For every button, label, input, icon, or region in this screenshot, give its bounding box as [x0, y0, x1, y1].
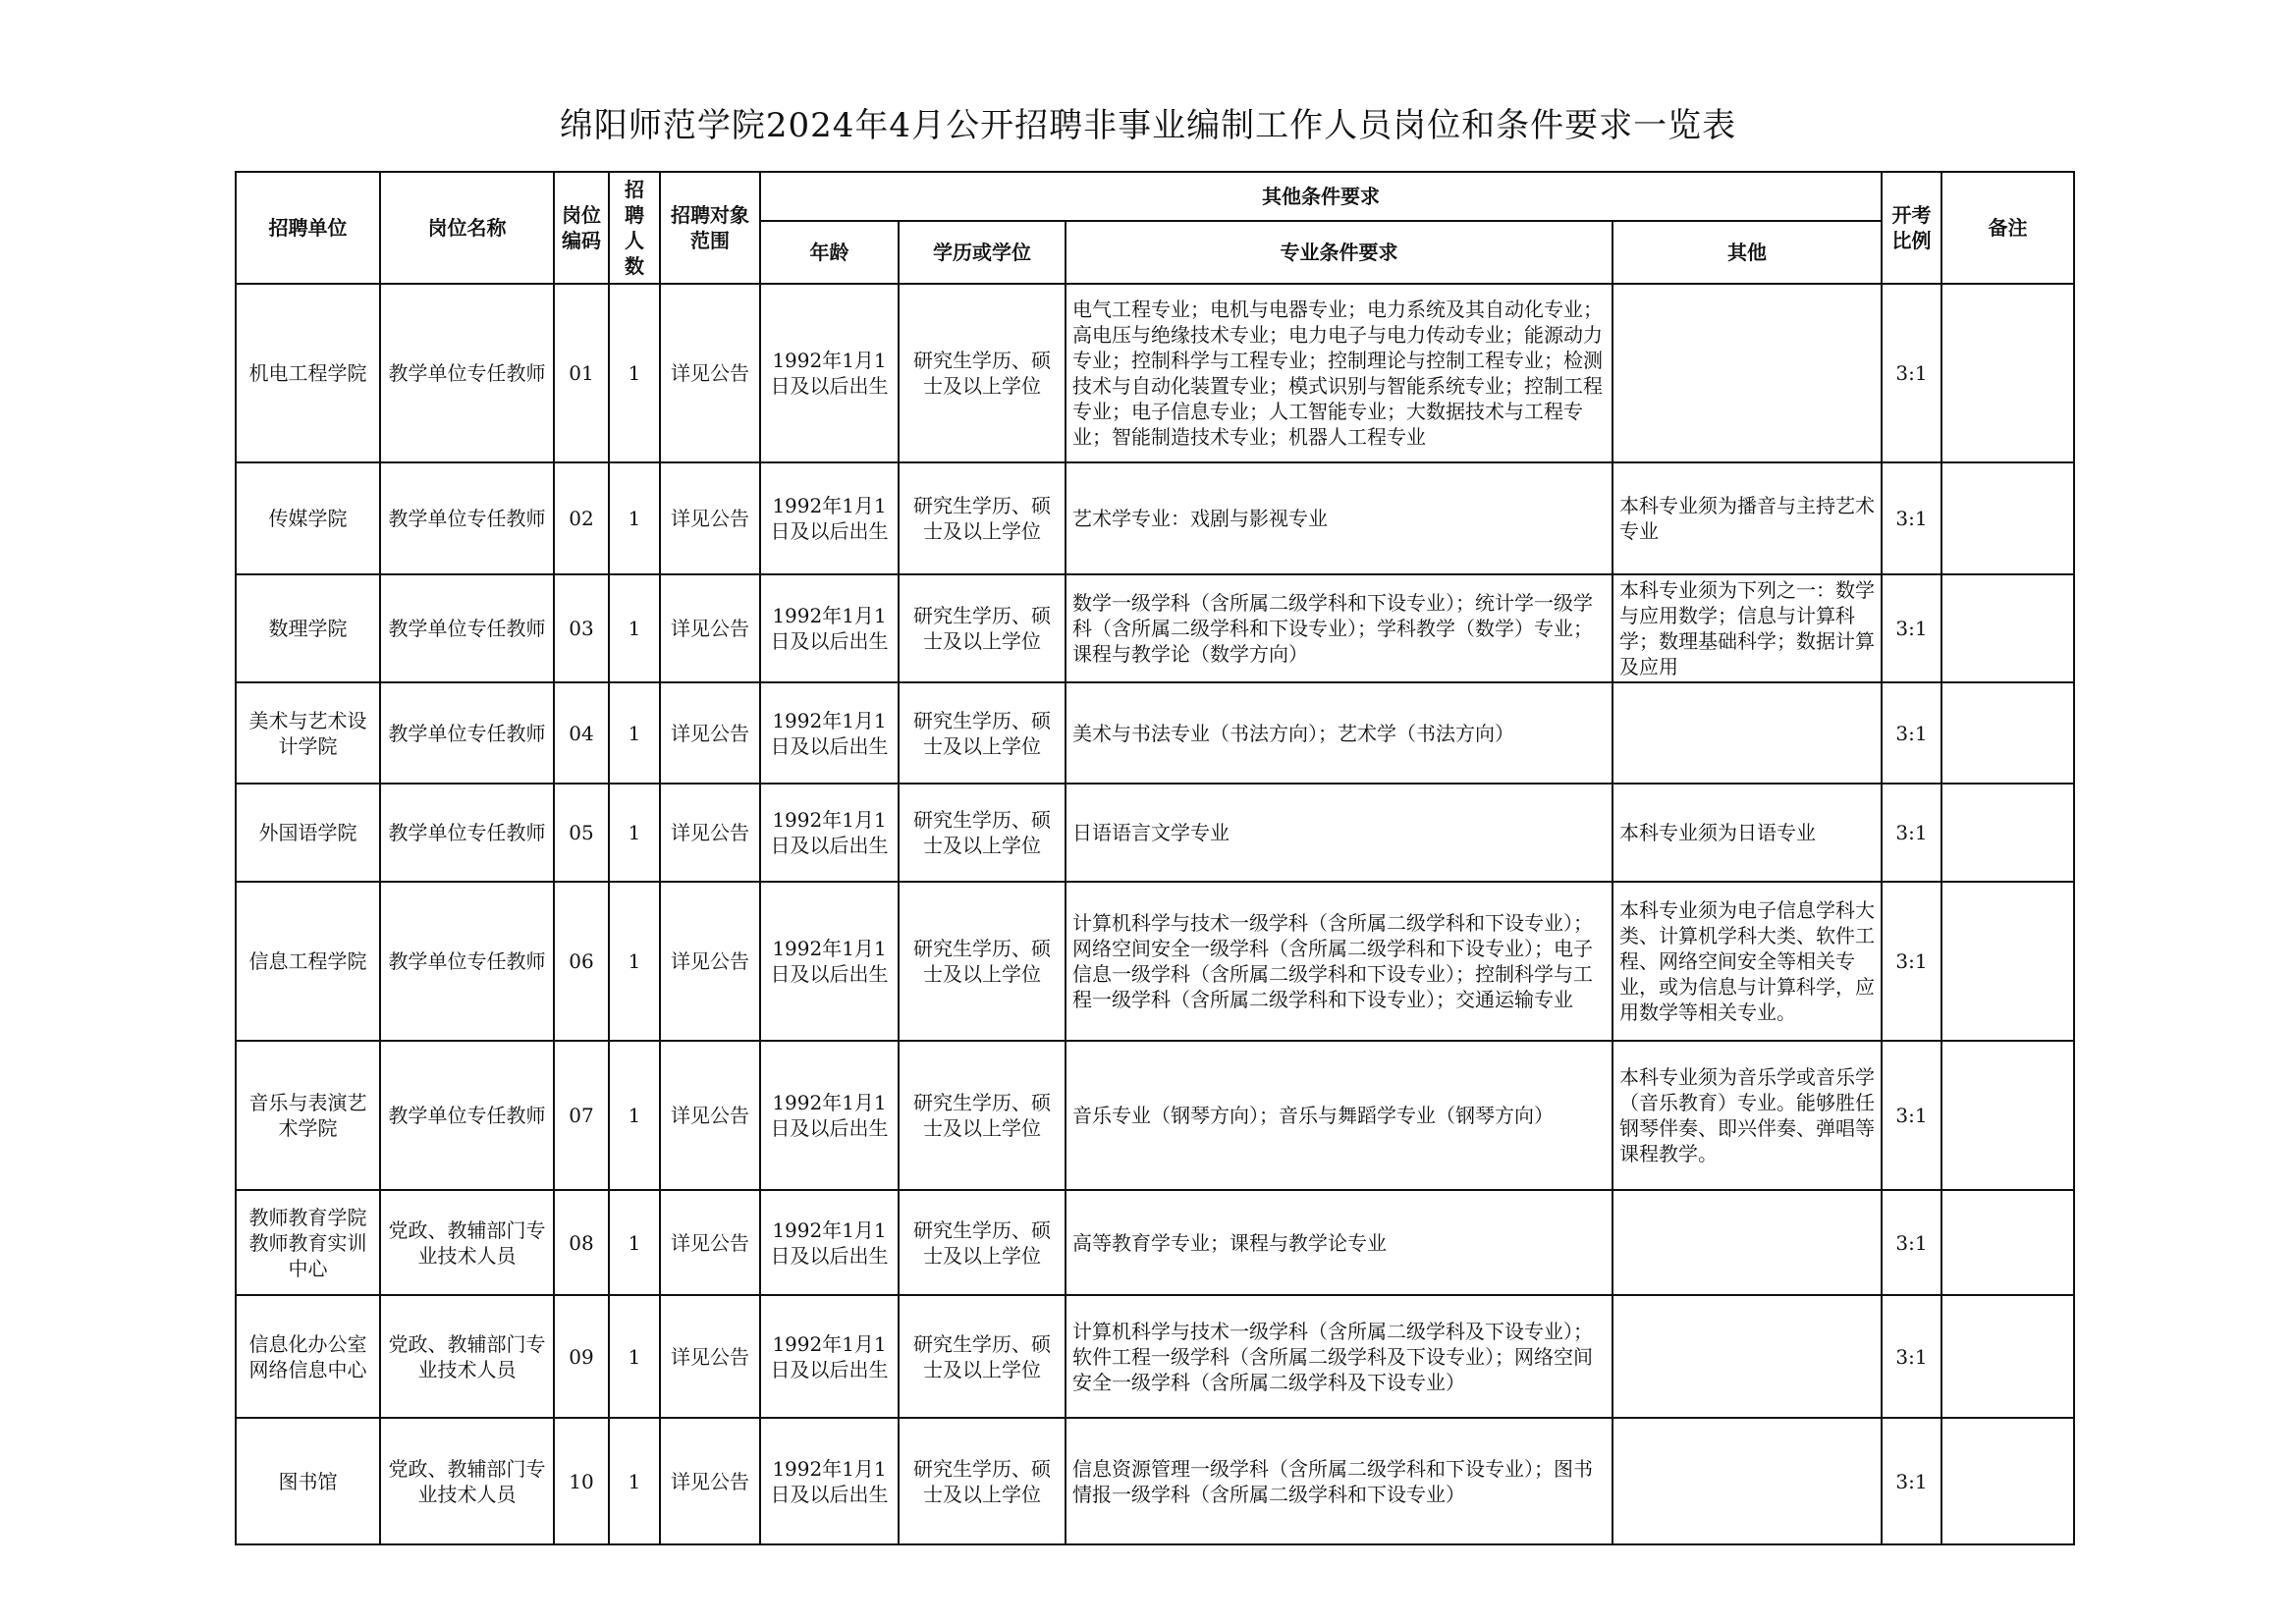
table-row — [236, 462, 2074, 574]
age-cell: 1992年1月1日及以后出生 — [760, 784, 899, 882]
age-cell: 1992年1月1日及以后出生 — [760, 284, 899, 462]
recruitment-table — [235, 171, 2075, 1545]
age-cell: 1992年1月1日及以后出生 — [760, 682, 899, 784]
header-code: 岗位编码 — [554, 172, 609, 284]
unit-cell: 外国语学院 — [236, 784, 380, 882]
education-cell: 研究生学历、硕士及以上学位 — [899, 1295, 1066, 1418]
header-unit: 招聘单位 — [236, 172, 380, 284]
major-cell: 音乐专业（钢琴方向）；音乐与舞蹈学专业（钢琴方向） — [1066, 1041, 1613, 1190]
code-cell: 04 — [554, 682, 609, 784]
table-row — [236, 1190, 2074, 1295]
major-cell: 艺术学专业：戏剧与影视专业 — [1066, 462, 1613, 574]
scope-cell: 详见公告 — [660, 682, 760, 784]
count-cell: 1 — [609, 882, 660, 1041]
header-ratio: 开考比例 — [1882, 172, 1941, 284]
other-cell: 本科专业须为音乐学或音乐学（音乐教育）专业。能够胜任钢琴伴奏、即兴伴奏、弹唱等课程教学。 — [1613, 1041, 1882, 1190]
scope-cell: 详见公告 — [660, 1190, 760, 1295]
header-education: 学历或学位 — [899, 221, 1066, 284]
scope-cell: 详见公告 — [660, 1041, 760, 1190]
unit-cell: 音乐与表演艺术学院 — [236, 1041, 380, 1190]
header-other-conditions: 其他条件要求 — [760, 172, 1882, 221]
major-cell: 高等教育学专业；课程与教学论专业 — [1066, 1190, 1613, 1295]
scope-cell: 详见公告 — [660, 462, 760, 574]
note-cell — [1941, 574, 2074, 682]
code-cell: 06 — [554, 882, 609, 1041]
scope-cell: 详见公告 — [660, 784, 760, 882]
other-cell — [1613, 1418, 1882, 1544]
education-cell: 研究生学历、硕士及以上学位 — [899, 462, 1066, 574]
position-cell: 教学单位专任教师 — [380, 784, 554, 882]
code-cell: 07 — [554, 1041, 609, 1190]
code-cell: 03 — [554, 574, 609, 682]
other-cell: 本科专业须为下列之一：数学与应用数学；信息与计算科学；数理基础科学；数据计算及应用 — [1613, 574, 1882, 682]
other-cell — [1613, 1190, 1882, 1295]
table-row — [236, 1041, 2074, 1190]
count-cell: 1 — [609, 682, 660, 784]
note-cell — [1941, 1190, 2074, 1295]
table-row — [236, 784, 2074, 882]
scope-cell: 详见公告 — [660, 284, 760, 462]
note-cell — [1941, 462, 2074, 574]
unit-cell: 信息化办公室网络信息中心 — [236, 1295, 380, 1418]
note-cell — [1941, 784, 2074, 882]
ratio-cell: 3:1 — [1882, 1190, 1941, 1295]
major-cell: 计算机科学与技术一级学科（含所属二级学科及下设专业）；软件工程一级学科（含所属二级学科及下设专业）；网络空间安全一级学科（含所属二级学科及下设专业） — [1066, 1295, 1613, 1418]
scope-cell: 详见公告 — [660, 882, 760, 1041]
count-cell: 1 — [609, 574, 660, 682]
ratio-cell: 3:1 — [1882, 284, 1941, 462]
count-cell: 1 — [609, 462, 660, 574]
note-cell — [1941, 1295, 2074, 1418]
age-cell: 1992年1月1日及以后出生 — [760, 462, 899, 574]
count-cell: 1 — [609, 784, 660, 882]
scope-cell: 详见公告 — [660, 574, 760, 682]
major-cell: 美术与书法专业（书法方向）；艺术学（书法方向） — [1066, 682, 1613, 784]
header-other: 其他 — [1613, 221, 1882, 284]
header-age: 年龄 — [760, 221, 899, 284]
code-cell: 05 — [554, 784, 609, 882]
count-cell: 1 — [609, 1190, 660, 1295]
ratio-cell: 3:1 — [1882, 1295, 1941, 1418]
ratio-cell: 3:1 — [1882, 682, 1941, 784]
unit-cell: 机电工程学院 — [236, 284, 380, 462]
unit-cell: 教师教育学院教师教育实训中心 — [236, 1190, 380, 1295]
major-cell: 计算机科学与技术一级学科（含所属二级学科和下设专业）；网络空间安全一级学科（含所属二级学科和下设专业）；电子信息一级学科（含所属二级学科和下设专业）；控制科学与工程一级学科（含所属二级学科和下设专业）；交通运输专业 — [1066, 882, 1613, 1041]
education-cell: 研究生学历、硕士及以上学位 — [899, 1190, 1066, 1295]
other-cell — [1613, 1295, 1882, 1418]
position-cell: 教学单位专任教师 — [380, 882, 554, 1041]
table-row — [236, 574, 2074, 682]
ratio-cell: 3:1 — [1882, 462, 1941, 574]
other-cell: 本科专业须为播音与主持艺术专业 — [1613, 462, 1882, 574]
scope-cell: 详见公告 — [660, 1295, 760, 1418]
unit-cell: 图书馆 — [236, 1418, 380, 1544]
position-cell: 教学单位专任教师 — [380, 682, 554, 784]
table-row — [236, 1295, 2074, 1418]
code-cell: 08 — [554, 1190, 609, 1295]
position-cell: 教学单位专任教师 — [380, 284, 554, 462]
count-cell: 1 — [609, 284, 660, 462]
age-cell: 1992年1月1日及以后出生 — [760, 882, 899, 1041]
education-cell: 研究生学历、硕士及以上学位 — [899, 284, 1066, 462]
other-cell: 本科专业须为日语专业 — [1613, 784, 1882, 882]
position-cell: 党政、教辅部门专业技术人员 — [380, 1190, 554, 1295]
table-row — [236, 882, 2074, 1041]
other-cell — [1613, 682, 1882, 784]
unit-cell: 美术与艺术设计学院 — [236, 682, 380, 784]
code-cell: 02 — [554, 462, 609, 574]
ratio-cell: 3:1 — [1882, 1418, 1941, 1544]
table-row — [236, 284, 2074, 462]
age-cell: 1992年1月1日及以后出生 — [760, 1295, 899, 1418]
education-cell: 研究生学历、硕士及以上学位 — [899, 1041, 1066, 1190]
header-scope: 招聘对象范围 — [660, 172, 760, 284]
position-cell: 党政、教辅部门专业技术人员 — [380, 1418, 554, 1544]
position-cell: 党政、教辅部门专业技术人员 — [380, 1295, 554, 1418]
other-cell — [1613, 284, 1882, 462]
education-cell: 研究生学历、硕士及以上学位 — [899, 784, 1066, 882]
education-cell: 研究生学历、硕士及以上学位 — [899, 574, 1066, 682]
note-cell — [1941, 882, 2074, 1041]
major-cell: 电气工程专业；电机与电器专业；电力系统及其自动化专业；高电压与绝缘技术专业；电力电子与电力传动专业；能源动力专业；控制科学与工程专业；控制理论与控制工程专业；检测技术与自动化装置专业；模式识别与智能系统专业；控制工程专业；电子信息专业；人工智能专业；大数据技术与工程专业；智能制造技术专业；机器人工程专业 — [1066, 284, 1613, 462]
education-cell: 研究生学历、硕士及以上学位 — [899, 882, 1066, 1041]
major-cell: 数学一级学科（含所属二级学科和下设专业）；统计学一级学科（含所属二级学科和下设专业）；学科教学（数学）专业；课程与教学论（数学方向） — [1066, 574, 1613, 682]
ratio-cell: 3:1 — [1882, 574, 1941, 682]
table-row — [236, 1418, 2074, 1544]
code-cell: 01 — [554, 284, 609, 462]
major-cell: 信息资源管理一级学科（含所属二级学科和下设专业）；图书情报一级学科（含所属二级学科和下设专业） — [1066, 1418, 1613, 1544]
count-cell: 1 — [609, 1041, 660, 1190]
note-cell — [1941, 1041, 2074, 1190]
age-cell: 1992年1月1日及以后出生 — [760, 1190, 899, 1295]
table-row — [236, 682, 2074, 784]
page-title: 绵阳师范学院2024年4月公开招聘非事业编制工作人员岗位和条件要求一览表 — [559, 106, 1737, 145]
position-cell: 教学单位专任教师 — [380, 1041, 554, 1190]
unit-cell: 信息工程学院 — [236, 882, 380, 1041]
scope-cell: 详见公告 — [660, 1418, 760, 1544]
header-note: 备注 — [1941, 172, 2074, 284]
other-cell: 本科专业须为电子信息学科大类、计算机学科大类、软件工程、网络空间安全等相关专业，或为信息与计算科学，应用数学等相关专业。 — [1613, 882, 1882, 1041]
note-cell — [1941, 1418, 2074, 1544]
header-count: 招聘人数 — [609, 172, 660, 284]
note-cell — [1941, 682, 2074, 784]
position-cell: 教学单位专任教师 — [380, 462, 554, 574]
education-cell: 研究生学历、硕士及以上学位 — [899, 682, 1066, 784]
ratio-cell: 3:1 — [1882, 882, 1941, 1041]
major-cell: 日语语言文学专业 — [1066, 784, 1613, 882]
age-cell: 1992年1月1日及以后出生 — [760, 1418, 899, 1544]
header-position: 岗位名称 — [380, 172, 554, 284]
ratio-cell: 3:1 — [1882, 784, 1941, 882]
note-cell — [1941, 284, 2074, 462]
age-cell: 1992年1月1日及以后出生 — [760, 1041, 899, 1190]
unit-cell: 传媒学院 — [236, 462, 380, 574]
header-major: 专业条件要求 — [1066, 221, 1613, 284]
code-cell: 09 — [554, 1295, 609, 1418]
count-cell: 1 — [609, 1295, 660, 1418]
unit-cell: 数理学院 — [236, 574, 380, 682]
code-cell: 10 — [554, 1418, 609, 1544]
education-cell: 研究生学历、硕士及以上学位 — [899, 1418, 1066, 1544]
ratio-cell: 3:1 — [1882, 1041, 1941, 1190]
count-cell: 1 — [609, 1418, 660, 1544]
position-cell: 教学单位专任教师 — [380, 574, 554, 682]
age-cell: 1992年1月1日及以后出生 — [760, 574, 899, 682]
